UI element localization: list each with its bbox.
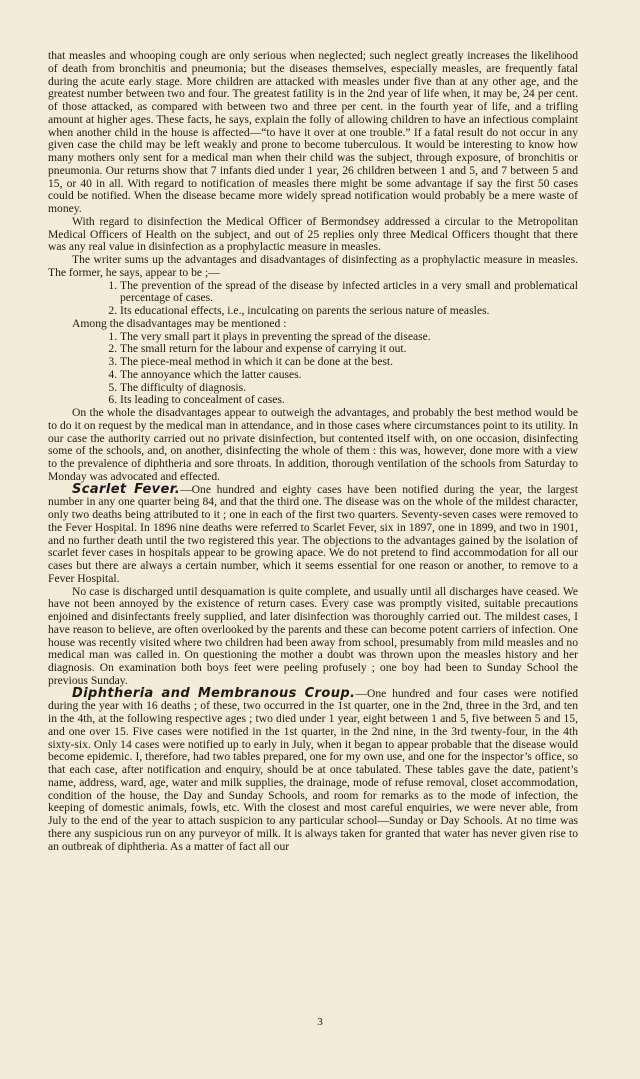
paragraph-scarlet-fever — [48, 481, 578, 586]
list-item: 2. Its educational effects, i.e., inculcating on parents the serious nature of measles. — [120, 305, 578, 318]
paragraph-advantages-intro: The writer sums up the advantages and disadvantages of disinfecting as a prophylactic measure in measles. The former, he says, appear to be ;— — [48, 253, 578, 279]
list-item: 6. Its leading to concealment of cases. — [120, 394, 578, 407]
list-item: 4. The annoyance which the latter causes. — [120, 369, 578, 382]
advantages-list — [48, 280, 578, 318]
paragraph-disinfection: With regard to disinfection the Medical Officer of Bermondsey addressed a circular to the Metropolitan Medical Officers of Health on the subject, and out of 25 replies only three Medical Officers thought that there was any real value in disinfection as a prophylactic measure in measles. — [48, 214, 578, 254]
list-item: 3. The piece-meal method in which it can be done at the best. — [120, 356, 578, 369]
scarlet-fever-text: —One hundred and eighty cases have been notified during the year, the largest number in any one quarter being 84, and that the third one. The disease was on the whole of the mildest character, only two deaths being attributed to it ; one in each of the first two quarters. Seventy-seven cases were removed to the Fever Hospital. In 1896 nine deaths were referred to Scarlet Fever, six in 1897, one in 1899, and two in 1901, and no further death until the two registered this year. The objections to the advantages gained by the isolation of scarlet fever cases in hospitals appear to be growing apace. We do not pretend to find accommodation for all our cases but there are always a certain number, which it seems essential for one reason or another, to remove to a Fever Hospital. — [48, 482, 578, 585]
paragraph-measles-continued: that measles and whooping cough are only serious when neglected; such neglect greatly increases the likelihood of death from bronchitis and pneumonia; but the diseases themselves, especially measles, are frequently fatal during the acute early stage. More children are attacked with measles under five than at any other age, and the greatest number between two and four. The greatest fatility is in the 2nd year of life when, it may be, 24 per cent. of those attacked, as compared with between two and three per cent. in the fourth year of life, and a trifling amount at higher ages. These facts, he says, explain the folly of allowing children to have an infectious complaint when another child in the house is affected—“to have it over at one trouble.” If a fatal result do not occur in any given case the child may be left weakly and prone to become tuberculous. It would be interesting to know how many mothers only sent for a medical man when their child was the subject, through exposure, of bronchitis or pneumonia. Our returns show that 7 infants died under 1 year, 26 children between 1 and 5, and 7 between 5 and 15, or 40 in all. With regard to notification of measles there might be some advantage if say the first 50 cases could be notified. When the disease became more widely spread notification would probably be a mere waste of money. — [48, 49, 578, 215]
body-text — [48, 50, 578, 853]
page-number: 3 — [317, 1016, 323, 1028]
disadvantages-intro: Among the disadvantages may be mentioned : — [72, 316, 287, 330]
disadvantages-list — [48, 331, 578, 408]
list-item: 1. The very small part it plays in preventing the spread of the disease. — [120, 331, 578, 344]
section-heading-diphtheria: Diphtheria and Membranous Croup. — [72, 685, 356, 701]
section-heading-scarlet-fever: Scarlet Fever. — [72, 481, 181, 497]
list-item: 5. The difficulty of diagnosis. — [120, 382, 578, 395]
list-item: 1. The prevention of the spread of the disease by infected articles in a very small and problematical percentage of cases. — [120, 280, 578, 306]
diphtheria-text: —One hundred and four cases were notified during the year with 16 deaths ; of these, two occurred in the 1st quarter, one in the 2nd, three in the 3rd, and ten in the 4th, at the following respective ages ; two died under 1 year, eight between 1 and 5, five between 5 and 15, and one over 15. Five cases were notified in the 1st quarter, in the 2nd nine, in the 3rd twenty-four, in the 4th sixty-six. Only 14 cases were notified up to early in July, when it began to appear probable that the disease would become epidemic. I, therefore, had two tables prepared, one for my own use, and one for the inspector’s office, so that each case, after notification and enquiry, should be at once tabulated. These tables gave the date, patient’s name, address, ward, age, water and milk supplies, the drainage, mode of refuse removal, closet accommodation, condition of the house, the Day and Sunday Schools, and room for remarks as to the mode of infection, the keeping of domestic animals, fowls, etc. With the closest and most careful enquiries, we were never able, from July to the end of the year to attach suspicion to any particular school—Sunday or Day Schools. At no time was there any suspicious run on any purveyor of milk. It is always taken for granted that water has never given rise to an outbreak of diphtheria. As a matter of fact all our — [48, 686, 578, 853]
paragraph-conclusion: On the whole the disadvantages appear to outweigh the advantages, and probably the best method would be to do it on request by the medical man in attendance, and in those cases where circumstances point to its utility. In our case the authority carried out no private disinfection, but contented itself with, on one occasion, disinfecting some of the schools, and, on another, disinfecting the whole of them : this was, however, done more with a view to the prevalence of diphtheria and sore throats. In addition, thorough ventilation of the schools from Saturday to Monday was advocated and effected. — [48, 406, 578, 483]
list-item: 2. The small return for the labour and expense of carrying it out. — [120, 343, 578, 356]
paragraph-desquamation: No case is discharged until desquamation is quite complete, and usually until all discharges have ceased. We have not been annoyed by the existence of return cases. Every case was promptly visited, suitable precautions enjoined and disinfectants freely supplied, and later disinfection was thoroughly carried out. The mildest cases, I have reason to believe, are often overlooked by the parents and these can become potent carriers of infection. One house was recently visited where two children had been away from school, presumably from mild measles and no medical man was called in. On questioning the mother a doubt was thrown upon the measles history and her diagnosis. On examination both boys feet were peeling profusely ; one boy had been to Sunday School the previous Sunday. — [48, 584, 578, 687]
paragraph-diphtheria — [48, 685, 578, 854]
